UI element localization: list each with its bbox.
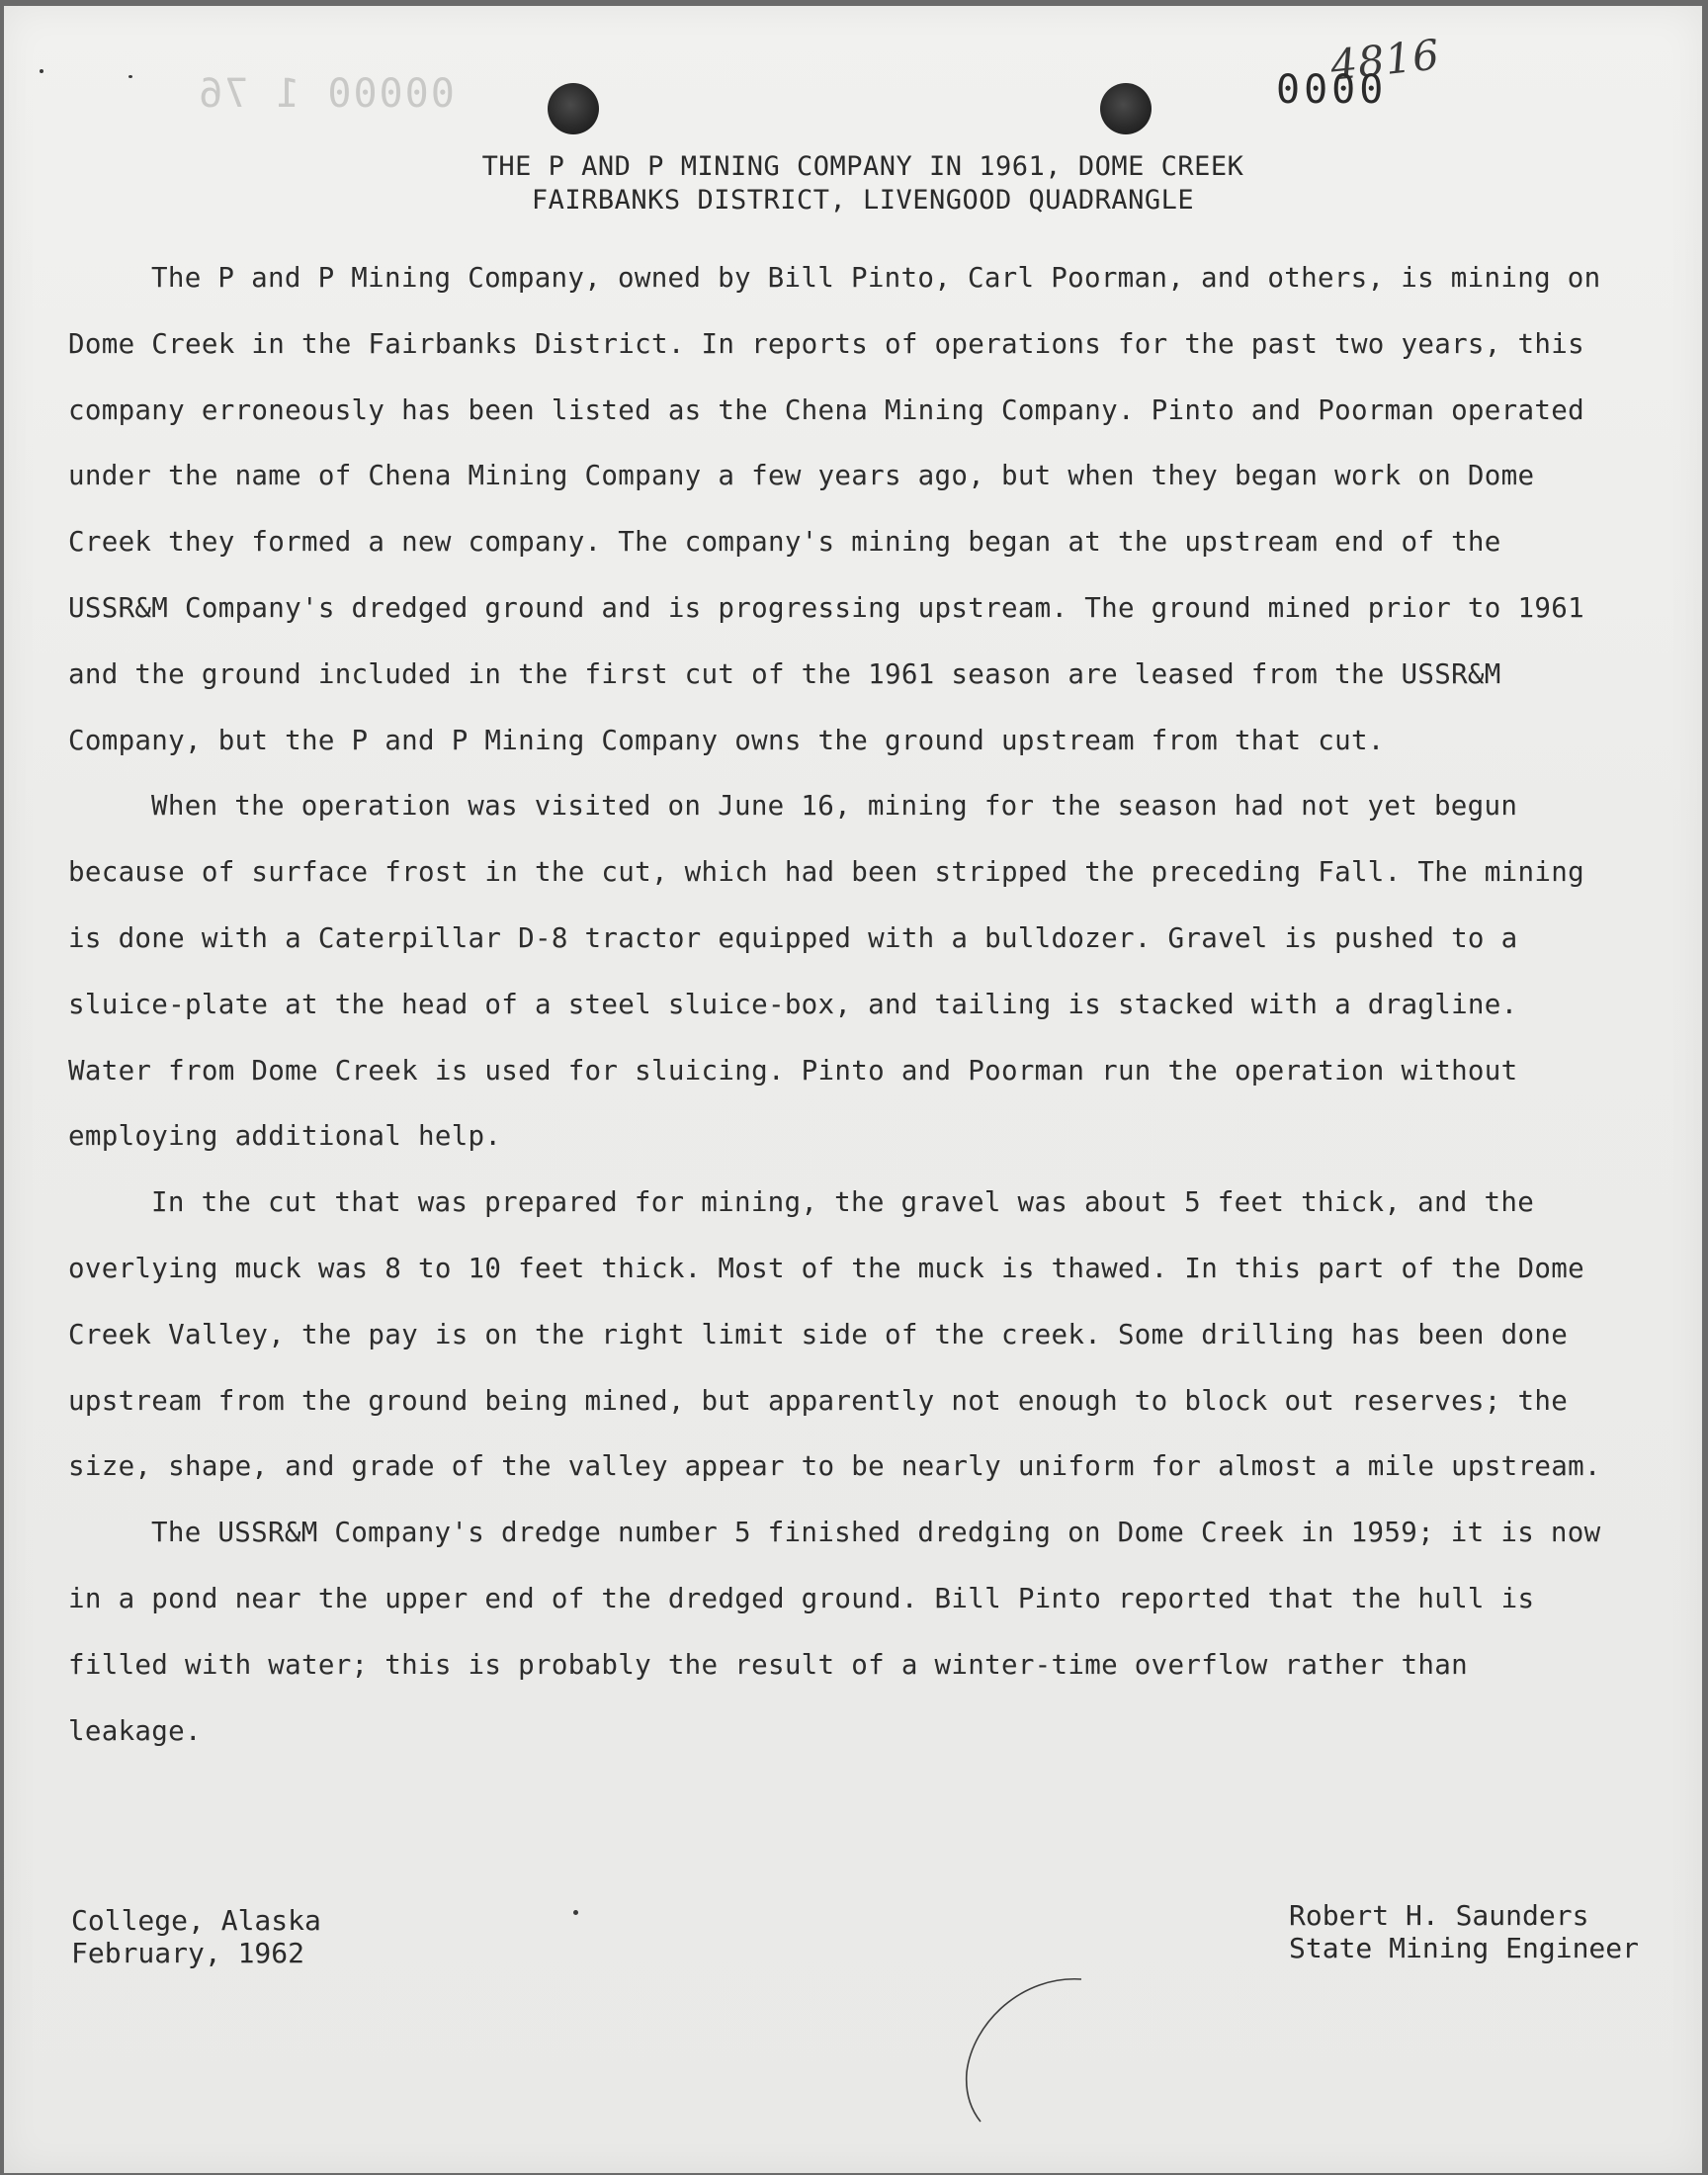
punch-hole-left	[548, 83, 599, 134]
paragraph-3: In the cut that was prepared for mining, the gravel was about 5 feet thick, and the overlying muck was 8 to 10 feet thick. Most of the muck is thawed. In this part of the Dome Creek Valley, the pay is on the right limit side of the creek. Some drilling has been done upstream from the ground being mined, but apparently not enough to block out reserves; the size, shape, and grade of the valley appear to be nearly uniform for almost a mile upstream.	[68, 1186, 1601, 1483]
speck-mark	[40, 69, 43, 73]
document-paper	[4, 6, 1702, 2173]
signer-name: Robert H. Saunders	[1289, 1899, 1589, 1932]
document-subtitle: FAIRBANKS DISTRICT, LIVENGOOD QUADRANGLE	[531, 185, 1195, 216]
place-line: College, Alaska	[71, 1904, 321, 1937]
place-and-date	[71, 1904, 321, 1969]
signature-block	[1289, 1899, 1639, 1964]
document-title: THE P AND P MINING COMPANY IN 1961, DOME CREEK	[481, 151, 1244, 182]
paragraph-1: The P and P Mining Company, owned by Bill Pinto, Carl Poorman, and others, is mining on Dome Creek in the Fairbanks District. In reports of operations for the past two years, this company erroneously has been listed as the Chena Mining Company. Pinto and Poorman operated under the name of Chena Mining Company a few years ago, but when they began work on Dome Creek they formed a new company. The company's mining began at the upstream end of the USSR&M Company's dredged ground and is progressing upstream. The ground mined prior to 1961 and the ground included in the first cut of the 1961 season are leased from the USSR&M Company, but the P and P Mining Company owns the ground upstream from that cut.	[68, 262, 1601, 756]
punch-hole-right	[1100, 83, 1152, 134]
bleed-through-number: 00000 1 76	[197, 71, 455, 117]
date-line: February, 1962	[71, 1937, 305, 1969]
pen-stroke-mark	[963, 1973, 1121, 2132]
paragraph-4: The USSR&M Company's dredge number 5 finished dredging on Dome Creek in 1959; it is now in a pond near the upper end of the dredged ground. Bill Pinto reported that the hull is filled with water; this is probably the result of a winter-time overflow rather than leakage.	[68, 1517, 1601, 1747]
handwritten-page-number: 4816	[1327, 30, 1443, 90]
stamped-page-number: 0000	[1276, 67, 1388, 113]
speck-mark	[128, 75, 132, 78]
speck-mark	[573, 1910, 578, 1915]
report-body	[68, 245, 1610, 1764]
paragraph-2: When the operation was visited on June 16, mining for the season had not yet begun because of surface frost in the cut, which had been stripped the preceding Fall. The mining is done with a Caterpillar D-8 tractor equipped with a bulldozer. Gravel is pushed to a sluice-plate at the head of a steel sluice-box, and tailing is stacked with a dragline. Water from Dome Creek is used for sluicing. Pinto and Poorman run the operation without employing additional help.	[68, 790, 1584, 1153]
signer-title: State Mining Engineer	[1289, 1932, 1640, 1964]
